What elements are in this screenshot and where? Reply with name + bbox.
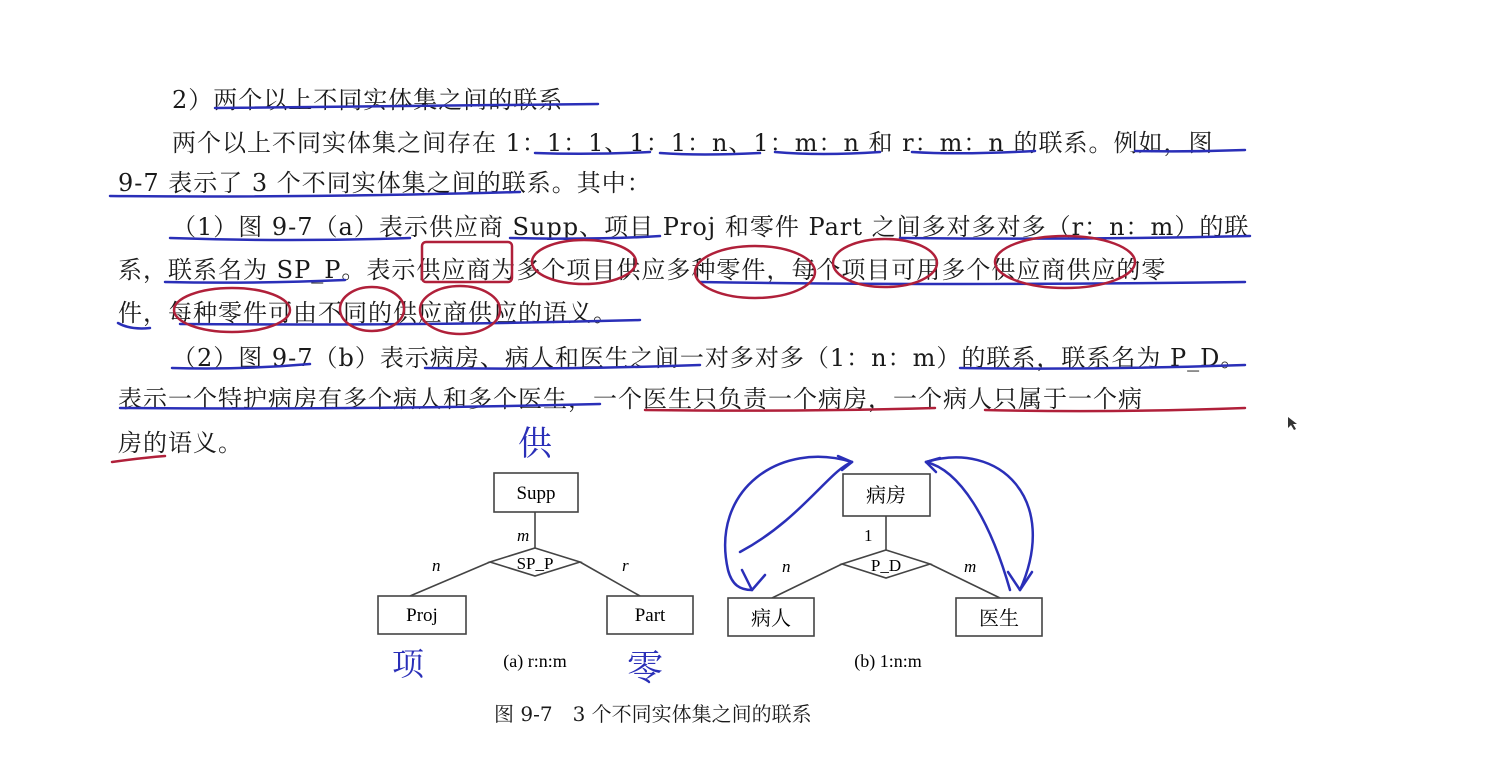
para1-line1: 两个以上不同实体集之间存在 1：1：1、1：1：n、1：m：n 和 r：m：n 的联系。例如，图 (172, 129, 1214, 157)
handwritten-part: 零 (626, 648, 664, 689)
card-b-left: n (782, 557, 791, 576)
handwritten-supp: 供 (518, 424, 552, 464)
card-a-right: r (622, 556, 629, 575)
para1-line2: 9-7 表示了 3 个不同实体集之间的联系。其中： (118, 169, 652, 197)
caption-a: (a) r:n:m (503, 651, 567, 671)
relationship-p-d-label: P_D (870, 556, 902, 575)
red-underlines (112, 408, 1245, 462)
handwritten-proj: 项 (391, 645, 425, 683)
entity-proj-label: Proj (406, 605, 438, 626)
relationship-sp-p-label: SP_P (516, 554, 554, 573)
item2-line3: 房的语义。 (118, 429, 243, 457)
entity-patient-label: 病人 (751, 606, 791, 630)
item2-line1: （2）图 9-7（b）表示病房、病人和医生之间一对多对多（1：n：m）的联系，联系名为 P_D。 (172, 344, 1246, 372)
card-a-left: n (432, 556, 441, 575)
entity-supp-label: Supp (516, 483, 556, 504)
figure-caption: 图 9-7 3 个不同实体集之间的联系 (494, 702, 812, 726)
item2-line2: 表示一个特护病房有多个病人和多个医生，一个医生只负责一个病房，一个病人只属于一个病 (118, 385, 1143, 413)
section-heading: 2）两个以上不同实体集之间的联系 (172, 86, 564, 114)
mouse-cursor-icon (1288, 417, 1297, 430)
card-a-top: m (517, 526, 530, 545)
card-b-top: 1 (864, 526, 873, 545)
item1-line2: 系，联系名为 SP_P。表示供应商为多个项目供应多种零件，每个项目可用多个供应商供应的零 (118, 256, 1167, 284)
entity-part-label: Part (634, 605, 666, 626)
blue-underlines (110, 104, 1250, 409)
item1-line1: （1）图 9-7（a）表示供应商 Supp、项目 Proj 和零件 Part 之间多对多对多（r：n：m）的联 (172, 213, 1250, 241)
card-b-right: m (964, 557, 977, 576)
caption-b: (b) 1:n:m (854, 651, 922, 671)
entity-doctor-label: 医生 (979, 606, 1019, 630)
item1-line3: 件，每种零件可由不同的供应商供应的语义。 (118, 299, 618, 327)
entity-ward-label: 病房 (866, 483, 906, 507)
